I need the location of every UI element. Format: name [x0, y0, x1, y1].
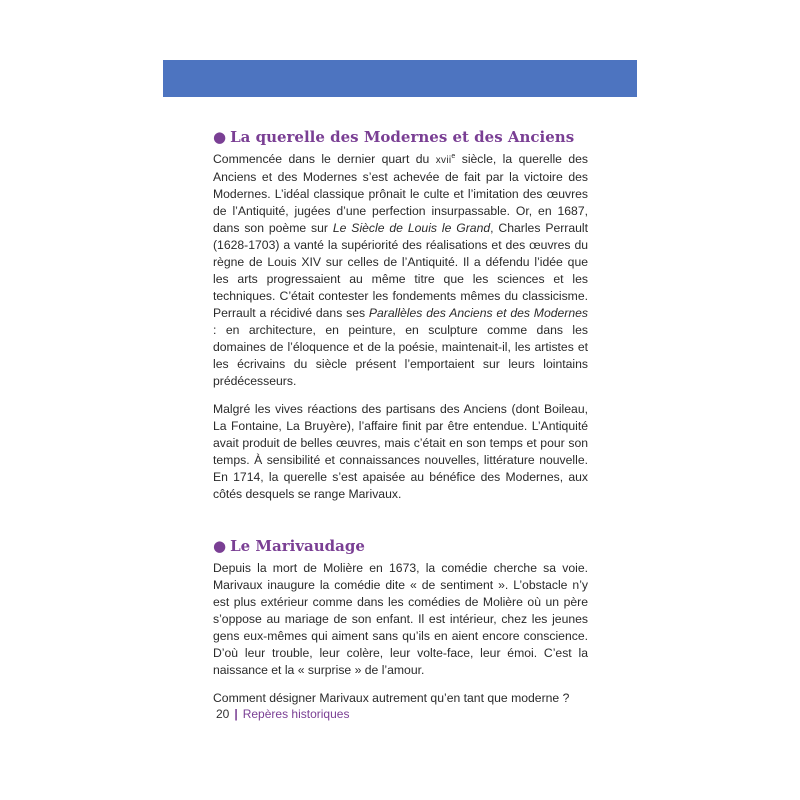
section-title: Le Marivaudage	[230, 537, 365, 555]
paragraph: Comment désigner Marivaux autrement qu’en tant que moderne ?	[213, 691, 570, 705]
century-numeral: xvii	[435, 155, 452, 166]
paragraph: Malgré les vives réactions des partisans des Anciens (dont Boileau, La Fontaine, La Bruyère), l’affaire finit par être entendue. L’Antiquité avait produit de belles œuvres, mais c’était en son temps et pour son temps. À sensibilité et connaissances nouvelles, littérature nouvelle. En 1714, la querelle s’est apaisée au bénéfice des Modernes, aux côtés desquels se range Marivaux.	[213, 402, 588, 501]
section-marivaudage	[213, 536, 588, 707]
bullet-icon: ●	[213, 537, 227, 555]
work-title: Parallèles des Anciens et des Modernes	[368, 306, 588, 320]
footer-separator: |	[234, 707, 238, 721]
section-heading	[213, 127, 588, 147]
section-heading	[213, 536, 588, 556]
text-run: : en architecture, en peinture, en sculpture comme dans les domaines de l’éloquence et de la poésie, maintenait-il, les artistes et les écrivains du siècle présent l’emportaient sur leurs lointains prédécesseurs.	[213, 323, 588, 388]
section-querelle	[213, 127, 588, 503]
header-band	[163, 60, 637, 97]
section-title: La querelle des Modernes et des Anciens	[230, 128, 575, 146]
running-title: Repères historiques	[242, 707, 350, 721]
paragraph	[213, 151, 588, 390]
bullet-icon: ●	[213, 128, 227, 146]
text-run: siècle, la querelle des Anciens et des Modernes s’est achevée de fait par la victoire des Modernes. L’idéal classique prônait le culte et l’imitation des œuvres de l’Antiquité, jugées d’une perfection insurpassable. Or, en 1687, dans son poème sur	[213, 152, 589, 235]
page-footer	[216, 706, 349, 722]
main-content	[213, 127, 588, 707]
page-number: 20	[216, 707, 230, 721]
text-run: Commencée dans le dernier quart du	[213, 152, 436, 166]
text-run: , Charles Perrault (1628-1703) a vanté la supériorité des réalisations et des œuvres du règne de Louis XIV sur celles de l’Antiquité. Il a défendu l’idée que les arts progressaient au même titre que les sciences et les techniques. C’était contester les fondements mêmes du classicisme. Perrault a récidivé dans ses	[213, 221, 588, 320]
century-suffix: e	[451, 152, 456, 160]
work-title: Le Siècle de Louis le Grand	[332, 221, 491, 235]
paragraph: Depuis la mort de Molière en 1673, la comédie cherche sa voie. Marivaux inaugure la comédie dite « de sentiment ». L’obstacle n’y est plus extérieur comme dans les comédies de Molière où un père s’oppose au mariage de son enfant. Il est intérieur, chez les jeunes gens eux-mêmes qui aiment sans qu’ils en aient encore conscience. D’où leur trouble, leur colère, leur volte-face, leur émoi. C’est la naissance et la « surprise » de l’amour.	[213, 561, 588, 677]
